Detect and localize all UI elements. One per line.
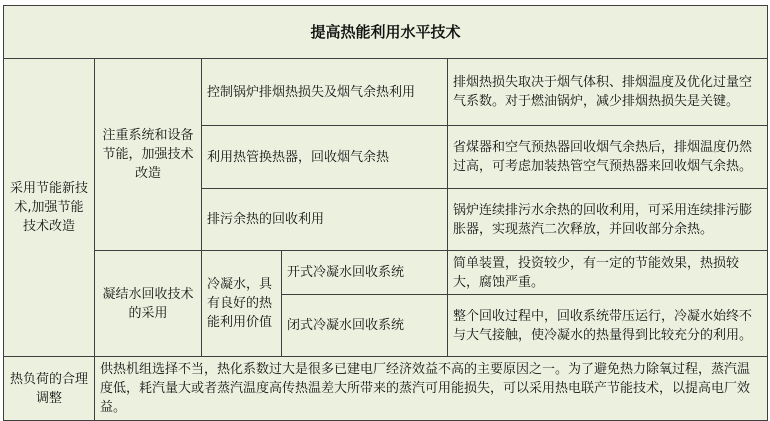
system-closed-desc: 整个回收过程中，回收系统带压运行，冷凝水始终不与大气接触，使冷凝水的热量得到比较充分的利用。 [448, 295, 768, 357]
measure-heat-pipe: 利用热管换热器，回收烟气余热 [202, 126, 448, 189]
category-heat-load: 热负荷的合理调整 [4, 357, 95, 421]
desc-blowdown: 锅炉连续排污水余热的回收利用，可采用连续排污膨胀器，实现蒸汽二次释放，并回收部分余热。 [448, 189, 768, 251]
subcategory-condensate: 凝结水回收技术的采用 [95, 251, 202, 357]
subcategory-system-equipment: 注重系统和设备节能，加强技术改造 [95, 59, 202, 251]
heat-energy-technology-table [3, 5, 768, 421]
condensate-value: 冷凝水，具有良好的热能利用价值 [202, 251, 282, 357]
system-closed-name: 闭式冷凝水回收系统 [282, 295, 448, 357]
measure-blowdown: 排污余热的回收利用 [202, 189, 448, 251]
desc-heat-pipe: 省煤器和空气预热器回收烟气余热后，排烟温度仍然过高，可考虑加装热管空气预热器来回收烟气余热。 [448, 126, 768, 189]
table-title: 提高热能利用水平技术 [4, 6, 768, 59]
system-open-desc: 简单装置，投资较少，有一定的节能效果，热损较大，腐蚀严重。 [448, 251, 768, 295]
desc-flue-gas: 排烟热损失取决于烟气体积、排烟温度及优化过量空气系数。对于燃油锅炉，减少排烟热损失是关键。 [448, 59, 768, 126]
heat-load-desc: 供热机组选择不当，热化系数过大是很多已建电厂经济效益不高的主要原因之一。为了避免热力除氧过程，蒸汽温度低，耗汽量大或者蒸汽温度高传热温差大所带来的蒸汽可用能损失，可以采用热电联产节能技术，以提高电厂效益。 [95, 357, 768, 421]
system-open-name: 开式冷凝水回收系统 [282, 251, 448, 295]
category-new-tech: 采用节能新技术,加强节能技术改造 [4, 59, 95, 357]
measure-flue-gas: 控制锅炉排烟热损失及烟气余热利用 [202, 59, 448, 126]
